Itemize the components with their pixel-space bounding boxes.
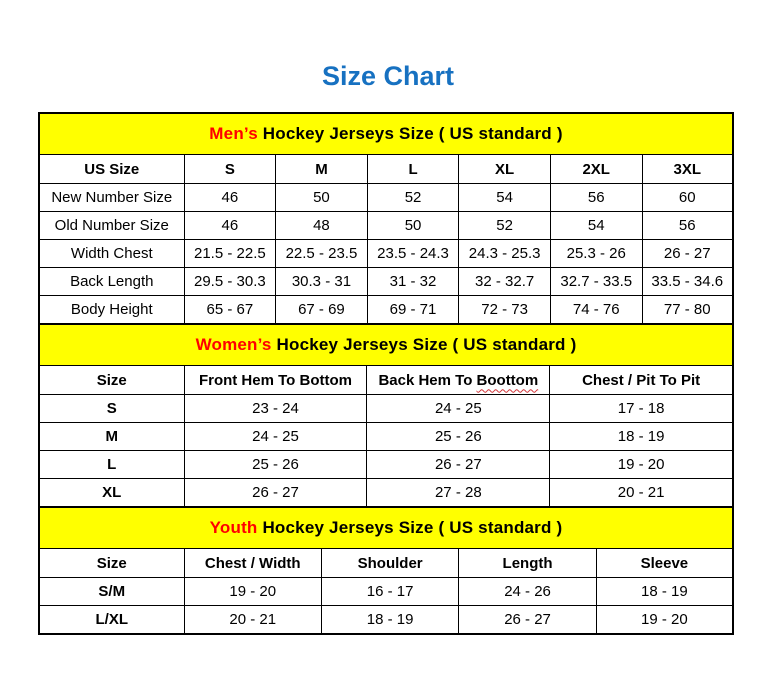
table-cell: 27 - 28 [367, 479, 550, 508]
table-cell: 67 - 69 [276, 296, 368, 325]
youth-table-row [39, 606, 733, 635]
row-label-cell: New Number Size [39, 184, 184, 212]
table-cell: 20 - 21 [550, 479, 733, 508]
table-cell: 48 [276, 212, 368, 240]
mens-section-title-highlight: Men’s [209, 124, 258, 143]
column-header-cell: Back Hem To Boottom [367, 366, 550, 395]
column-header-cell: Chest / Width [184, 549, 321, 578]
table-cell: 46 [184, 212, 276, 240]
table-cell: 54 [550, 212, 642, 240]
table-cell: 21.5 - 22.5 [184, 240, 276, 268]
table-cell: 22.5 - 23.5 [276, 240, 368, 268]
column-header-cell: L [367, 155, 459, 184]
table-cell: 25.3 - 26 [550, 240, 642, 268]
womens-table-row [39, 479, 733, 508]
table-cell: 19 - 20 [184, 578, 321, 606]
table-cell: 32.7 - 33.5 [550, 268, 642, 296]
column-header-cell: Size [39, 366, 184, 395]
table-cell: 26 - 27 [184, 479, 367, 508]
womens-section-title-highlight: Women’s [195, 335, 272, 354]
table-cell: 54 [459, 184, 551, 212]
table-cell: 18 - 19 [550, 423, 733, 451]
table-cell: 50 [367, 212, 459, 240]
table-cell: 65 - 67 [184, 296, 276, 325]
table-cell: 52 [459, 212, 551, 240]
table-cell: 24 - 26 [459, 578, 596, 606]
table-cell: 72 - 73 [459, 296, 551, 325]
row-label-cell: Body Height [39, 296, 184, 325]
womens-table-row [39, 423, 733, 451]
table-cell: 56 [550, 184, 642, 212]
row-label-cell: L [39, 451, 184, 479]
youth-table-row [39, 578, 733, 606]
table-cell: 17 - 18 [550, 395, 733, 423]
column-header-cell: 2XL [550, 155, 642, 184]
womens-section-banner-row [39, 324, 733, 366]
table-cell: 74 - 76 [550, 296, 642, 325]
mens-table-row [39, 268, 733, 296]
womens-table-row [39, 395, 733, 423]
youth-size-table [38, 506, 734, 635]
table-cell: 26 - 27 [459, 606, 596, 635]
table-cell: 25 - 26 [184, 451, 367, 479]
womens-header-row [39, 366, 733, 395]
column-header-cell: M [276, 155, 368, 184]
womens-table-row [39, 451, 733, 479]
table-cell: 24 - 25 [184, 423, 367, 451]
table-cell: 24.3 - 25.3 [459, 240, 551, 268]
table-cell: 18 - 19 [596, 578, 733, 606]
mens-table-row [39, 240, 733, 268]
mens-size-table [38, 112, 734, 325]
womens-size-table [38, 323, 734, 508]
table-cell: 69 - 71 [367, 296, 459, 325]
row-label-cell: M [39, 423, 184, 451]
womens-section-title: Women’s Hockey Jerseys Size ( US standard ) [39, 324, 733, 366]
table-cell: 25 - 26 [367, 423, 550, 451]
table-cell: 26 - 27 [642, 240, 733, 268]
row-label-cell: S/M [39, 578, 184, 606]
youth-section-banner-row [39, 507, 733, 549]
table-cell: 31 - 32 [367, 268, 459, 296]
table-cell: 52 [367, 184, 459, 212]
page-title: Size Chart [321, 61, 455, 91]
table-cell: 16 - 17 [321, 578, 458, 606]
youth-section-title-highlight: Youth [209, 518, 258, 537]
column-header-cell: US Size [39, 155, 184, 184]
column-header-cell: Length [459, 549, 596, 578]
table-cell: 56 [642, 212, 733, 240]
misspelled-word: Boottom [476, 371, 539, 389]
mens-table-row [39, 212, 733, 240]
row-label-cell: L/XL [39, 606, 184, 635]
column-header-cell: 3XL [642, 155, 733, 184]
youth-header-row [39, 549, 733, 578]
table-cell: 19 - 20 [596, 606, 733, 635]
table-cell: 20 - 21 [184, 606, 321, 635]
table-cell: 50 [276, 184, 368, 212]
table-cell: 23 - 24 [184, 395, 367, 423]
table-cell: 29.5 - 30.3 [184, 268, 276, 296]
mens-section-banner-row [39, 113, 733, 155]
column-header-cell: XL [459, 155, 551, 184]
table-cell: 77 - 80 [642, 296, 733, 325]
size-tables [38, 112, 734, 635]
column-header-cell: Shoulder [321, 549, 458, 578]
mens-table-row [39, 184, 733, 212]
column-header-cell: Front Hem To Bottom [184, 366, 367, 395]
table-cell: 26 - 27 [367, 451, 550, 479]
table-cell: 30.3 - 31 [276, 268, 368, 296]
row-label-cell: Old Number Size [39, 212, 184, 240]
column-header-cell: Chest / Pit To Pit [550, 366, 733, 395]
table-cell: 23.5 - 24.3 [367, 240, 459, 268]
row-label-cell: S [39, 395, 184, 423]
table-cell: 46 [184, 184, 276, 212]
mens-header-row [39, 155, 733, 184]
table-cell: 19 - 20 [550, 451, 733, 479]
column-header-cell: S [184, 155, 276, 184]
column-header-cell: Sleeve [596, 549, 733, 578]
table-cell: 32 - 32.7 [459, 268, 551, 296]
youth-section-title: Youth Hockey Jerseys Size ( US standard ) [39, 507, 733, 549]
mens-table-row [39, 296, 733, 325]
row-label-cell: Back Length [39, 268, 184, 296]
row-label-cell: Width Chest [39, 240, 184, 268]
mens-section-title: Men’s Hockey Jerseys Size ( US standard ) [39, 113, 733, 155]
column-header-cell: Size [39, 549, 184, 578]
table-cell: 24 - 25 [367, 395, 550, 423]
table-cell: 33.5 - 34.6 [642, 268, 733, 296]
table-cell: 18 - 19 [321, 606, 458, 635]
table-cell: 60 [642, 184, 733, 212]
row-label-cell: XL [39, 479, 184, 508]
